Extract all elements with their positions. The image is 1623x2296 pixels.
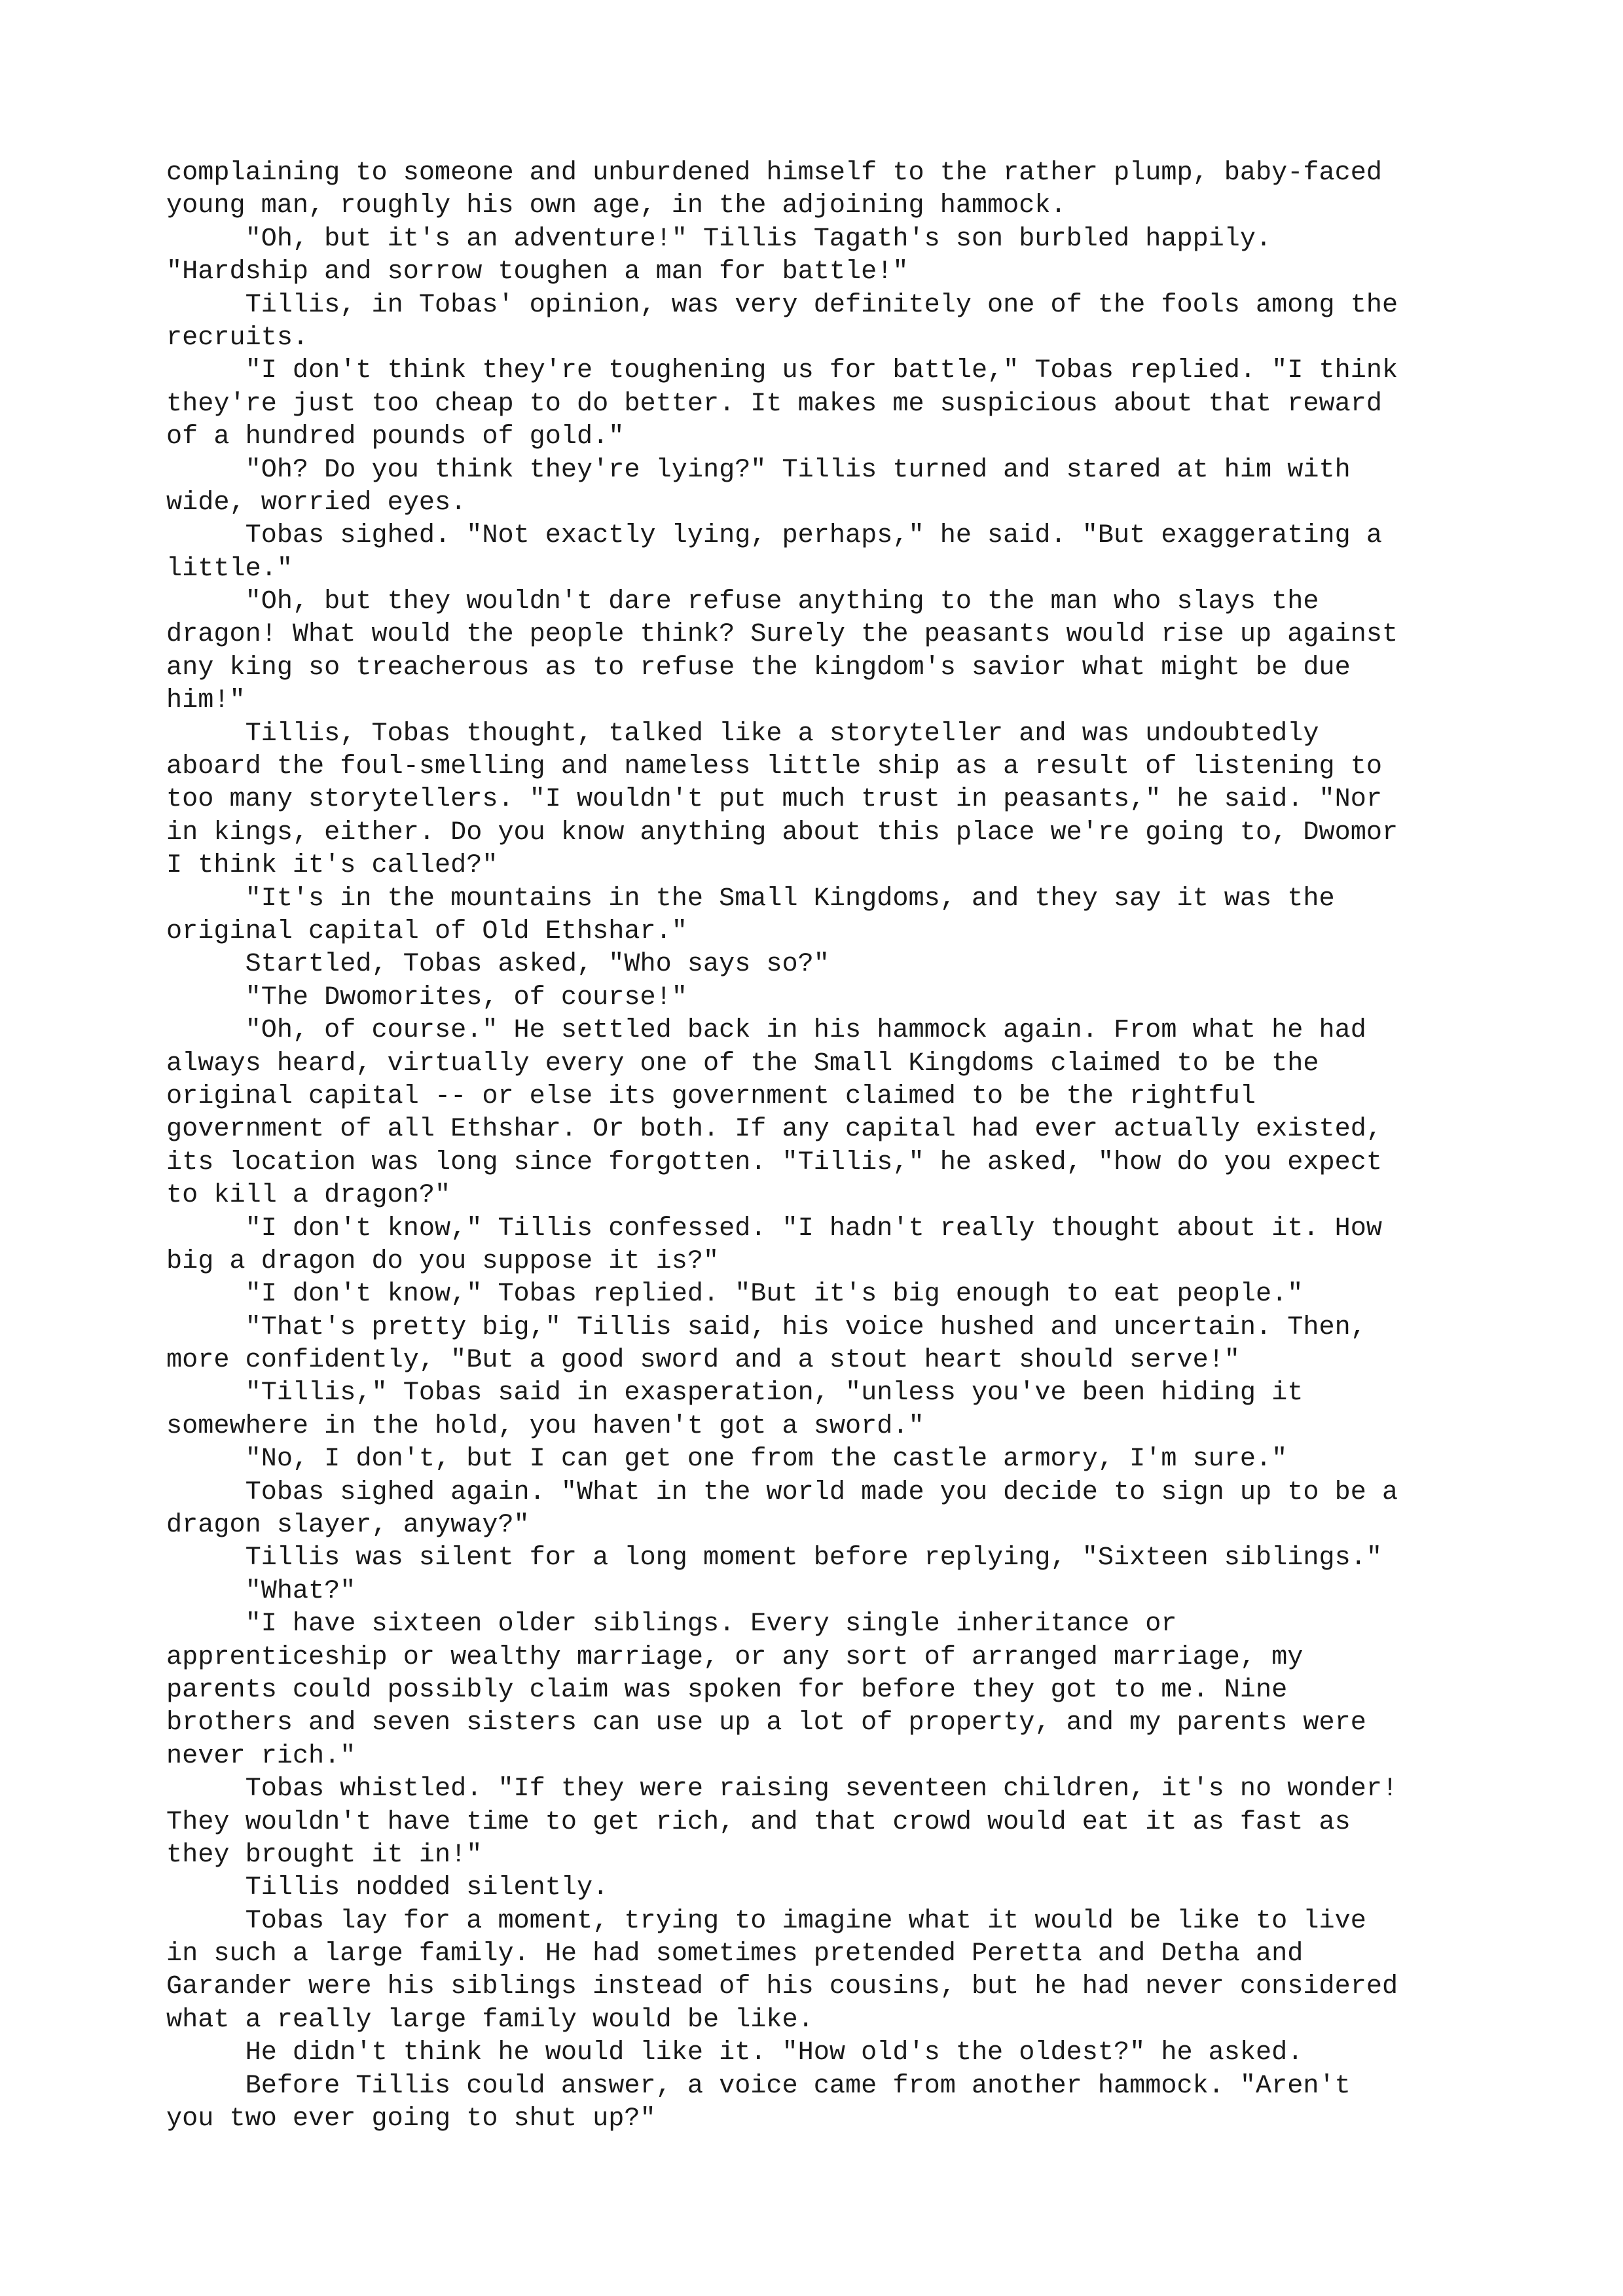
text-line: big a dragon do you suppose it is?" bbox=[166, 1246, 720, 1276]
text-line: Before Tillis could answer, a voice came from another hammock. "Aren't bbox=[166, 2071, 1351, 2101]
text-line: Startled, Tobas asked, "Who says so?" bbox=[166, 950, 830, 980]
text-line: aboard the foul-smelling and nameless little ship as a result of listening to bbox=[166, 752, 1382, 782]
text-line: "What?" bbox=[166, 1576, 356, 1606]
text-line: Tobas lay for a moment, trying to imagine what it would be like to live bbox=[166, 1906, 1366, 1936]
text-line: recruits. bbox=[166, 323, 309, 353]
text-line: you two ever going to shut up?" bbox=[166, 2104, 656, 2134]
text-line: complaining to someone and unburdened himself to the rather plump, baby-faced bbox=[166, 158, 1382, 188]
text-line: "The Dwomorites, of course!" bbox=[166, 982, 687, 1013]
text-line: "Tillis," Tobas said in exasperation, "unless you've been hiding it bbox=[166, 1378, 1304, 1408]
text-line: Garander were his siblings instead of his cousins, but he had never considered bbox=[166, 1972, 1398, 2002]
text-line: to kill a dragon?" bbox=[166, 1181, 451, 1211]
text-line: original capital -- or else its government claimed to be the rightful bbox=[166, 1081, 1256, 1111]
text-line: never rich." bbox=[166, 1741, 356, 1771]
text-line: they brought it in!" bbox=[166, 1840, 483, 1870]
text-line: too many storytellers. "I wouldn't put much trust in peasants," he said. "Nor bbox=[166, 785, 1382, 815]
text-line: Tillis, Tobas thought, talked like a storyteller and was undoubtedly bbox=[166, 719, 1319, 749]
text-line: somewhere in the hold, you haven't got a sword." bbox=[166, 1411, 924, 1441]
text-line: its location was long since forgotten. "Tillis," he asked, "how do you expect bbox=[166, 1147, 1382, 1177]
text-line: in such a large family. He had sometimes pretended Peretta and Detha and bbox=[166, 1939, 1304, 1969]
text-line: little." bbox=[166, 554, 293, 584]
text-line: I think it's called?" bbox=[166, 851, 498, 881]
text-line: "Oh, of course." He settled back in his hammock again. From what he had bbox=[166, 1016, 1366, 1046]
text-line: Tillis, in Tobas' opinion, was very definitely one of the fools among the bbox=[166, 290, 1398, 320]
text-line: "I don't know," Tillis confessed. "I hadn't really thought about it. How bbox=[166, 1213, 1382, 1244]
text-line: him!" bbox=[166, 686, 246, 716]
document-page bbox=[166, 157, 1476, 2136]
text-line: wide, worried eyes. bbox=[166, 488, 467, 518]
text-line: "It's in the mountains in the Small Kingdoms, and they say it was the bbox=[166, 884, 1335, 914]
text-line: Tillis nodded silently. bbox=[166, 1873, 609, 1903]
text-line: more confidently, "But a good sword and a stout heart should serve!" bbox=[166, 1346, 1240, 1376]
text-line: "Oh? Do you think they're lying?" Tillis turned and stared at him with bbox=[166, 455, 1351, 485]
text-line: "I don't think they're toughening us for battle," Tobas replied. "I think bbox=[166, 356, 1398, 386]
text-line: they're just too cheap to do better. It makes me suspicious about that reward bbox=[166, 389, 1382, 419]
text-line: "That's pretty big," Tillis said, his voice hushed and uncertain. Then, bbox=[166, 1312, 1366, 1342]
text-line: "I don't know," Tobas replied. "But it's big enough to eat people." bbox=[166, 1280, 1304, 1310]
text-line: "Oh, but it's an adventure!" Tillis Tagath's son burbled happily. bbox=[166, 224, 1272, 254]
text-line: Tobas sighed again. "What in the world made you decide to sign up to be a bbox=[166, 1477, 1398, 1507]
text-line: original capital of Old Ethshar." bbox=[166, 916, 687, 946]
text-line: They wouldn't have time to get rich, and that crowd would eat it as fast as bbox=[166, 1807, 1351, 1837]
text-line: "Oh, but they wouldn't dare refuse anything to the man who slays the bbox=[166, 587, 1319, 617]
text-line: Tobas whistled. "If they were raising seventeen children, it's no wonder! bbox=[166, 1774, 1398, 1804]
text-line: "No, I don't, but I can get one from the castle armory, I'm sure." bbox=[166, 1444, 1288, 1475]
text-line: young man, roughly his own age, in the adjoining hammock. bbox=[166, 191, 1067, 221]
text-line: dragon! What would the people think? Surely the peasants would rise up against bbox=[166, 620, 1398, 650]
text-line: always heard, virtually every one of the Small Kingdoms claimed to be the bbox=[166, 1049, 1319, 1079]
text-line: of a hundred pounds of gold." bbox=[166, 422, 625, 452]
text-line: any king so treacherous as to refuse the kingdom's savior what might be due bbox=[166, 653, 1351, 683]
text-line: "Hardship and sorrow toughen a man for battle!" bbox=[166, 257, 909, 287]
text-line: dragon slayer, anyway?" bbox=[166, 1511, 530, 1541]
text-line: apprenticeship or wealthy marriage, or any sort of arranged marriage, my bbox=[166, 1642, 1304, 1672]
text-line: He didn't think he would like it. "How old's the oldest?" he asked. bbox=[166, 2038, 1304, 2068]
text-line: Tillis was silent for a long moment before replying, "Sixteen siblings." bbox=[166, 1543, 1382, 1573]
text-line: "I have sixteen older siblings. Every single inheritance or bbox=[166, 1609, 1177, 1640]
text-line: what a really large family would be like. bbox=[166, 2005, 814, 2035]
text-line: Tobas sighed. "Not exactly lying, perhaps," he said. "But exaggerating a bbox=[166, 521, 1382, 551]
text-line: government of all Ethshar. Or both. If any capital had ever actually existed, bbox=[166, 1115, 1382, 1145]
text-line: parents could possibly claim was spoken for before they got to me. Nine bbox=[166, 1675, 1288, 1705]
text-line: in kings, either. Do you know anything about this place we're going to, Dwomor bbox=[166, 817, 1398, 848]
text-line: brothers and seven sisters can use up a lot of property, and my parents were bbox=[166, 1708, 1366, 1738]
